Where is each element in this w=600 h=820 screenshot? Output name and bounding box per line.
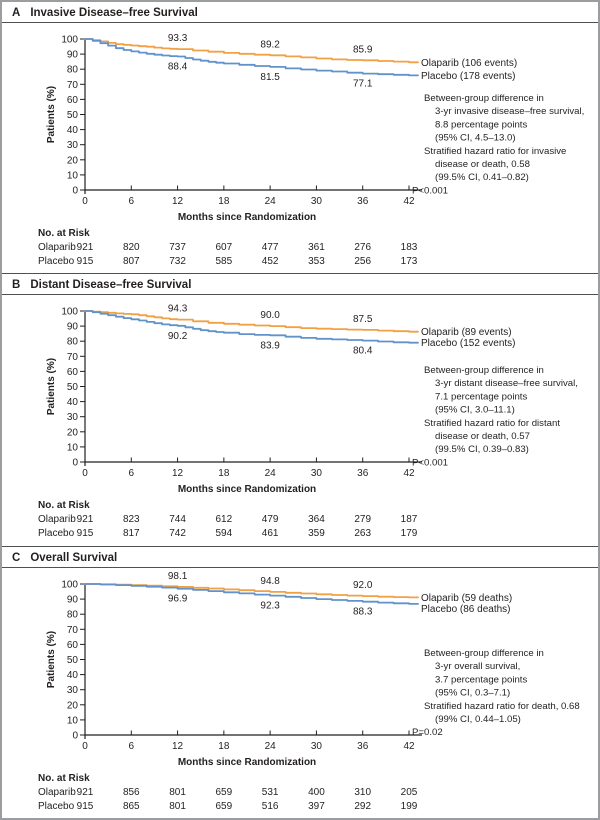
panel-b-title <box>2 274 598 295</box>
x-axis-title: Months since Randomization <box>177 756 317 768</box>
panel-c-title-text: Overall Survival <box>30 551 118 564</box>
at-risk-count: 397 <box>308 800 325 812</box>
at-risk-count: 856 <box>122 786 140 798</box>
panel-a-title <box>2 2 598 23</box>
at-risk-count: 817 <box>122 528 140 540</box>
y-tick-label: 0 <box>72 730 78 742</box>
annotation-line: 3-yr overall survival, <box>435 660 521 672</box>
y-tick-label: 90 <box>66 594 78 606</box>
at-risk-count: 279 <box>354 514 372 526</box>
y-tick-label: 50 <box>66 654 78 666</box>
y-tick-label: 80 <box>66 64 78 76</box>
at-risk-count: 361 <box>308 242 325 253</box>
panel-b-letter: B <box>12 279 21 292</box>
at-risk-count: 801 <box>169 800 186 812</box>
x-tick-label: 42 <box>403 196 415 207</box>
annotation-line: 7.1 percentage points <box>435 391 528 403</box>
at-risk-count: 479 <box>261 514 279 526</box>
milestone-value: 98.1 <box>167 570 188 582</box>
panel-a-km-chart <box>2 23 598 272</box>
milestone-value: 83.9 <box>260 340 280 352</box>
annotation-line: P<0.001 <box>412 185 449 197</box>
x-tick-label: 30 <box>310 196 322 207</box>
y-axis-title: Patients (%) <box>46 630 57 688</box>
x-tick-label: 24 <box>264 468 276 480</box>
milestone-value: 88.3 <box>352 606 373 618</box>
annotation-line: 3.7 percentage points <box>435 674 528 686</box>
milestone-value: 92.3 <box>260 600 280 612</box>
no-at-risk-header: No. at Risk <box>38 228 90 239</box>
y-tick-label: 20 <box>66 155 78 167</box>
y-tick-label: 40 <box>66 397 78 409</box>
y-tick-label: 0 <box>72 457 78 469</box>
panel-c-km-chart <box>2 568 598 817</box>
x-tick-label: 0 <box>82 468 88 480</box>
panel-b-km-chart <box>2 295 598 544</box>
milestone-value: 92.0 <box>352 579 373 591</box>
at-risk-count: 173 <box>400 256 418 267</box>
at-risk-group-label: Placebo <box>38 528 75 540</box>
y-tick-label: 10 <box>66 442 78 454</box>
at-risk-count: 452 <box>261 256 279 267</box>
at-risk-count: 921 <box>76 242 94 253</box>
placebo-legend: Placebo (178 events) <box>421 70 516 82</box>
milestone-value: 80.4 <box>352 345 373 357</box>
panel-a-title-text: Invasive Disease–free Survival <box>30 7 198 19</box>
at-risk-count: 823 <box>122 514 140 526</box>
at-risk-count: 742 <box>169 528 186 540</box>
x-axis-title: Months since Randomization <box>177 484 317 496</box>
x-tick-label: 18 <box>218 196 230 207</box>
milestone-value: 90.2 <box>167 331 188 343</box>
at-risk-count: 921 <box>76 786 94 798</box>
at-risk-count: 865 <box>122 800 140 812</box>
milestone-value: 87.5 <box>352 314 373 326</box>
x-tick-label: 18 <box>218 468 230 480</box>
at-risk-count: 607 <box>215 242 233 253</box>
olaparib-legend: Olaparib (106 events) <box>421 57 518 69</box>
at-risk-count: 531 <box>261 786 279 798</box>
panel-c-title <box>2 547 598 568</box>
y-tick-label: 40 <box>66 669 78 681</box>
annotation-line: disease or death, 0.58 <box>435 159 530 170</box>
annotation-line: (99% CI, 0.44–1.05) <box>435 713 521 725</box>
at-risk-count: 807 <box>122 256 140 267</box>
at-risk-count: 820 <box>122 242 140 253</box>
at-risk-count: 400 <box>308 786 325 798</box>
at-risk-count: 359 <box>308 528 325 540</box>
x-tick-label: 24 <box>264 196 276 207</box>
y-tick-label: 30 <box>66 140 78 152</box>
milestone-value: 96.9 <box>167 593 188 605</box>
y-tick-label: 100 <box>61 34 78 46</box>
at-risk-count: 276 <box>354 242 372 253</box>
at-risk-count: 737 <box>169 242 186 253</box>
at-risk-group-label: Olaparib <box>38 786 76 798</box>
annotation-line: Stratified hazard ratio for invasive <box>424 145 567 157</box>
panel-b-title-text: Distant Disease–free Survival <box>30 279 192 292</box>
at-risk-count: 364 <box>308 514 325 526</box>
y-axis-title: Patients (%) <box>46 358 57 416</box>
y-axis-title: Patients (%) <box>46 85 57 144</box>
y-tick-label: 80 <box>66 609 78 621</box>
y-tick-label: 40 <box>66 125 78 137</box>
at-risk-count: 594 <box>215 528 233 540</box>
at-risk-count: 732 <box>169 256 186 267</box>
y-tick-label: 70 <box>66 352 78 364</box>
x-tick-label: 36 <box>357 468 369 480</box>
x-tick-label: 30 <box>310 740 322 752</box>
y-tick-label: 30 <box>66 412 78 424</box>
milestone-value: 77.1 <box>352 78 373 90</box>
annotation-line: (95% CI, 3.0–11.1) <box>435 404 515 416</box>
annotation-line: 3-yr invasive disease–free survival, <box>435 106 585 118</box>
panel-c-letter: C <box>12 551 21 564</box>
milestone-value: 94.8 <box>260 575 280 587</box>
y-tick-label: 80 <box>66 337 78 349</box>
x-axis-title: Months since Randomization <box>177 212 317 223</box>
olaparib-legend: Olaparib (89 events) <box>421 327 512 339</box>
at-risk-group-label: Olaparib <box>38 242 76 253</box>
milestone-value: 85.9 <box>352 44 373 56</box>
at-risk-count: 921 <box>76 514 94 526</box>
y-tick-label: 60 <box>66 94 78 106</box>
at-risk-group-label: Placebo <box>38 256 75 267</box>
x-tick-label: 18 <box>218 740 230 752</box>
y-tick-label: 60 <box>66 367 78 379</box>
no-at-risk-header: No. at Risk <box>38 500 90 512</box>
at-risk-count: 801 <box>169 786 186 798</box>
x-tick-label: 24 <box>264 740 276 752</box>
panel-c <box>2 546 598 818</box>
annotation-line: (99.5% CI, 0.39–0.83) <box>435 444 529 456</box>
annotation-line: P=0.02 <box>412 726 443 738</box>
at-risk-group-label: Placebo <box>38 800 75 812</box>
at-risk-count: 915 <box>76 800 94 812</box>
y-tick-label: 100 <box>61 579 78 591</box>
x-tick-label: 36 <box>357 740 369 752</box>
milestone-value: 93.3 <box>167 33 188 45</box>
y-tick-label: 90 <box>66 321 78 333</box>
y-tick-label: 20 <box>66 427 78 439</box>
x-tick-label: 36 <box>357 196 369 207</box>
at-risk-count: 199 <box>400 800 418 812</box>
annotation-line: P<0.001 <box>412 457 449 469</box>
y-tick-label: 50 <box>66 110 78 121</box>
at-risk-count: 179 <box>400 528 418 540</box>
y-tick-label: 50 <box>66 382 78 394</box>
x-tick-label: 12 <box>172 196 184 207</box>
at-risk-count: 310 <box>354 786 372 798</box>
annotation-line: (99.5% CI, 0.41–0.82) <box>435 172 529 184</box>
at-risk-group-label: Olaparib <box>38 514 76 526</box>
at-risk-count: 516 <box>261 800 279 812</box>
y-tick-label: 10 <box>66 170 78 182</box>
milestone-value: 81.5 <box>260 71 280 83</box>
annotation-line: Stratified hazard ratio for distant <box>424 418 560 430</box>
at-risk-count: 585 <box>215 256 233 267</box>
annotation-line: (95% CI, 0.3–7.1) <box>435 687 511 699</box>
annotation-line: disease or death, 0.57 <box>435 431 530 443</box>
annotation-line: 8.8 percentage points <box>435 119 528 131</box>
annotation-line: Between-group difference in <box>424 93 544 104</box>
at-risk-count: 256 <box>354 256 372 267</box>
panel-a-letter: A <box>12 7 21 19</box>
milestone-value: 88.4 <box>167 61 188 73</box>
annotation-line: Between-group difference in <box>424 365 544 377</box>
placebo-legend: Placebo (152 events) <box>421 338 516 350</box>
y-tick-label: 20 <box>66 699 78 711</box>
x-tick-label: 0 <box>82 740 88 752</box>
x-tick-label: 42 <box>403 740 415 752</box>
annotation-line: Between-group difference in <box>424 647 544 659</box>
at-risk-count: 612 <box>215 514 233 526</box>
at-risk-count: 292 <box>354 800 372 812</box>
x-tick-label: 6 <box>128 196 135 207</box>
panel-a <box>2 2 598 273</box>
annotation-line: (95% CI, 4.5–13.0) <box>435 132 516 144</box>
at-risk-count: 461 <box>261 528 279 540</box>
milestone-value: 89.2 <box>260 39 280 51</box>
y-tick-label: 10 <box>66 715 78 727</box>
x-tick-label: 6 <box>128 740 135 752</box>
at-risk-count: 183 <box>400 242 418 253</box>
y-tick-label: 0 <box>72 185 78 197</box>
y-tick-label: 70 <box>66 624 78 636</box>
panel-b <box>2 273 598 545</box>
annotation-line: 3-yr distant disease–free survival, <box>435 378 578 390</box>
at-risk-count: 263 <box>354 528 372 540</box>
y-tick-label: 30 <box>66 684 78 696</box>
at-risk-count: 659 <box>215 786 233 798</box>
at-risk-count: 353 <box>308 256 325 267</box>
milestone-value: 94.3 <box>167 303 188 315</box>
y-tick-label: 60 <box>66 639 78 651</box>
x-tick-label: 6 <box>128 468 135 480</box>
at-risk-count: 744 <box>169 514 186 526</box>
x-tick-label: 42 <box>403 468 415 480</box>
annotation-line: Stratified hazard ratio for death, 0.68 <box>424 700 580 712</box>
at-risk-count: 205 <box>400 786 418 798</box>
at-risk-count: 187 <box>400 514 418 526</box>
x-tick-label: 12 <box>172 740 184 752</box>
y-tick-label: 90 <box>66 49 78 61</box>
x-tick-label: 0 <box>82 196 88 207</box>
x-tick-label: 12 <box>172 468 184 480</box>
olaparib-legend: Olaparib (59 deaths) <box>421 592 513 604</box>
y-tick-label: 70 <box>66 79 78 91</box>
y-tick-label: 100 <box>61 306 78 318</box>
milestone-value: 90.0 <box>260 310 280 322</box>
at-risk-count: 915 <box>76 528 94 540</box>
at-risk-count: 915 <box>76 256 94 267</box>
at-risk-count: 477 <box>261 242 279 253</box>
no-at-risk-header: No. at Risk <box>38 772 90 784</box>
at-risk-count: 659 <box>215 800 233 812</box>
x-tick-label: 30 <box>310 468 322 480</box>
placebo-legend: Placebo (86 deaths) <box>421 603 511 615</box>
